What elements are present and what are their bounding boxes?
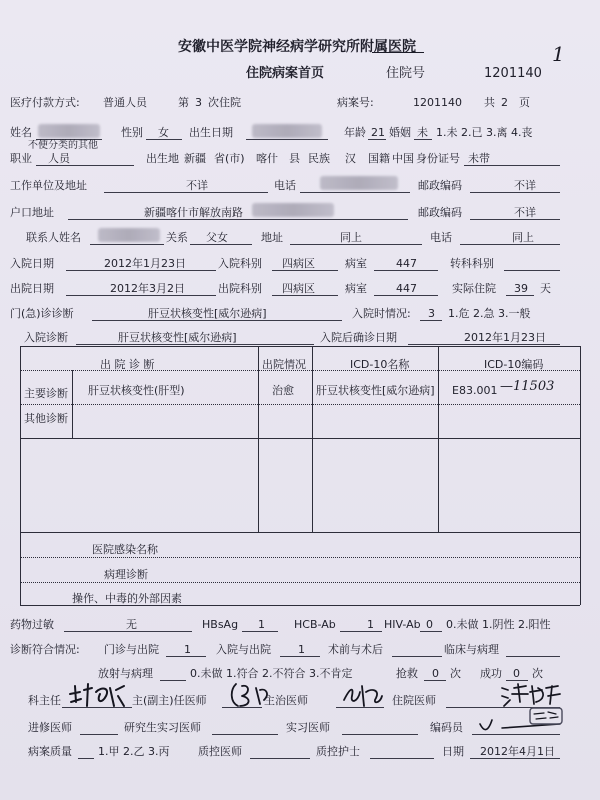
marital-label: 婚姻 [389,126,411,139]
relation-label: 关系 [166,231,188,244]
main-diagnosis-value: 肝豆状核变性(肝型) [88,384,185,397]
col-discharge-diagnosis: 出 院 诊 断 [100,358,155,371]
hukou-zip-label: 邮政编码 [418,206,462,219]
admission-room-value: 447 [396,257,417,270]
coder-signature [476,702,566,738]
grad-intern-label: 研究生实习医师 [124,721,201,734]
main-icd-code-value: E83.001 [452,384,498,397]
dept-head-label: 科主任 [28,694,61,707]
hiv-ab-value: 0 [426,618,433,631]
main-diagnosis-label: 主要诊断 [24,387,68,400]
hukou-address-value: 新疆喀什市解放南路 [144,206,243,219]
clinical-pathology-label: 临床与病理 [444,643,499,656]
admission-condition-label: 入院时情况: [352,307,411,320]
contact-phone-value: 同上 [512,231,534,244]
total-pages-label-b: 页 [519,96,530,109]
main-icd-name-value: 肝豆状核变性[威尔逊病] [316,384,435,397]
id-number-label: 身份证号 [416,152,460,165]
hcb-ab-label: HCB-Ab [294,618,336,631]
hbsag-label: HBsAg [202,618,239,631]
drug-allergy-value: 无 [126,618,137,631]
rescue-label: 抢救 [396,667,418,680]
drug-allergy-label: 药物过敏 [10,618,54,631]
times-value: 3 [195,96,202,109]
times-label-a: 第 [178,96,189,109]
record-quality-options: 1.甲 2.乙 3.丙 [98,745,170,758]
sex-value: 女 [158,126,169,139]
dob-label: 出生日期 [189,126,233,139]
contact-phone-label: 电话 [430,231,452,244]
op-discharge-label: 门诊与出院 [104,643,159,656]
admission-condition-value: 3 [428,307,435,320]
hospital-name-strike [372,52,424,53]
age-value: 21 [371,126,385,139]
dept-head-signature [66,680,128,710]
contact-name-redacted [98,228,160,242]
outpatient-diagnosis-value: 肝豆状核变性[威尔逊病] [148,307,267,320]
dob-redacted [252,124,322,138]
work-unit-value: 不详 [186,179,208,192]
total-pages-value: 2 [501,96,508,109]
sex-label: 性别 [121,126,143,139]
discharge-date-label: 出院日期 [10,282,54,295]
col-discharge-status: 出院情况 [262,358,306,371]
qc-nurse-label: 质控护士 [316,745,360,758]
main-status-value: 治愈 [272,384,294,397]
form-title: 住院病案首页 [246,66,325,81]
admission-dept-label: 入院科别 [218,257,262,270]
times-label-b: 次住院 [208,96,241,109]
ethnic-value: 汉 [345,152,356,165]
contact-name-label: 联系人姓名 [26,231,81,244]
transfer-dept-label: 转科科别 [450,257,494,270]
nationality-label: 国籍 [368,152,390,165]
contact-address-label: 地址 [261,231,283,244]
rescue-value: 0 [432,667,439,680]
attending-physician-signature [340,680,384,710]
work-zip-label: 邮政编码 [418,179,462,192]
chief-physician-label: 主(副主)任医师 [132,694,207,707]
discharge-room-label: 病室 [345,282,367,295]
admission-date-label: 入院日期 [10,257,54,270]
hukou-address-label: 户口地址 [10,206,54,219]
ethnic-label: 民族 [308,152,330,165]
pathology-diagnosis-label: 病理诊断 [104,568,148,581]
op-discharge-value: 1 [184,643,191,656]
contact-address-value: 同上 [340,231,362,244]
radiology-options: 0.未做 1.符合 2.不符合 3.不肯定 [190,667,353,680]
occupation-value: 人员 [48,152,70,165]
marital-options: 1.未 2.已 3.离 4.丧 [436,126,533,139]
intern-physician-label: 实习医师 [286,721,330,734]
admission-no-label: 住院号 [386,66,426,81]
province-value: 新疆 [184,152,206,165]
birthplace-label: 出生地 [146,152,179,165]
admission-room-label: 病室 [345,257,367,270]
relation-value: 父女 [206,231,228,244]
external-cause-label: 操作、中毒的外部因素 [72,592,182,605]
stay-days-label: 实际住院 [452,282,496,295]
admission-diagnosis-value: 肝豆状核变性[威尔逊病] [118,331,237,344]
hbsag-value: 1 [258,618,265,631]
payment-method-value: 普通人员 [103,96,147,109]
diagnosis-match-label: 诊断符合情况: [10,643,80,656]
age-label: 年龄 [344,126,366,139]
admission-diagnosis-label: 入院诊断 [24,331,68,344]
province-label: 省(市) [214,152,245,165]
col-icd-name: ICD-10名称 [350,358,410,371]
qc-doctor-label: 质控医师 [198,745,242,758]
total-pages-label-a: 共 [484,96,495,109]
other-diagnosis-label: 其他诊断 [24,412,68,425]
county-label: 县 [289,152,300,165]
success-value: 0 [513,667,520,680]
coder-label: 编码员 [430,721,463,734]
in-discharge-value: 1 [298,643,305,656]
resident-physician-label: 住院医师 [392,694,436,707]
occupation-note: 不便分类的其他 [28,140,98,151]
confirm-date-label: 入院后确诊日期 [320,331,397,344]
work-phone-redacted [320,176,398,190]
name-label: 姓名 [10,126,32,139]
in-discharge-label: 入院与出院 [216,643,271,656]
occupation-label: 职业 [10,152,32,165]
hcb-ab-value: 1 [367,618,374,631]
rescue-unit: 次 [450,667,461,680]
payment-method-label: 医疗付款方式: [10,96,80,109]
stay-days-value: 39 [514,282,528,295]
discharge-dept-value: 四病区 [282,282,315,295]
discharge-dept-label: 出院科别 [218,282,262,295]
record-quality-label: 病案质量 [28,745,72,758]
attending-physician-label: 主治医师 [264,694,308,707]
pre-post-surgery-label: 术前与术后 [328,643,383,656]
page-mark: 1 [552,42,565,66]
hospital-infection-label: 医院感染名称 [92,543,158,556]
record-date-value: 2012年4月1日 [480,745,555,758]
admission-condition-options: 1.危 2.急 3.一般 [448,307,531,320]
work-zip-value: 不详 [514,179,536,192]
success-label: 成功 [480,667,502,680]
hukou-zip-value: 不详 [514,206,536,219]
outpatient-diagnosis-label: 门(急)诊诊断 [10,307,74,320]
success-unit: 次 [532,667,543,680]
stay-days-unit: 天 [540,282,551,295]
admission-dept-value: 四病区 [282,257,315,270]
advanced-physician-label: 进修医师 [28,721,72,734]
discharge-room-value: 447 [396,282,417,295]
hospital-name: 安徽中医学院神经病学研究所附属医院 [178,39,416,55]
col-icd-code: ICD-10编码 [484,358,544,371]
hukou-address-redacted [252,203,334,217]
nationality-value: 中国 [392,152,414,165]
lab-options: 0.未做 1.阴性 2.阳性 [446,618,551,631]
marital-value: 未 [417,126,428,139]
record-no-label: 病案号: [337,96,374,109]
id-number-value: 未带 [468,152,490,165]
discharge-date-value: 2012年3月2日 [110,282,185,295]
record-date-label: 日期 [442,745,464,758]
confirm-date-value: 2012年1月23日 [464,331,546,344]
main-icd-code-handwritten: —11503 [500,379,555,394]
work-phone-label: 电话 [274,179,296,192]
record-no-value: 1201140 [413,96,462,109]
admission-date-value: 2012年1月23日 [104,257,186,270]
hiv-ab-label: HIV-Ab [384,618,421,631]
county-value: 喀什 [256,152,278,165]
radiology-pathology-label: 放射与病理 [98,667,153,680]
work-unit-label: 工作单位及地址 [10,179,87,192]
admission-no: 1201140 [484,66,542,81]
name-redacted [38,124,100,138]
